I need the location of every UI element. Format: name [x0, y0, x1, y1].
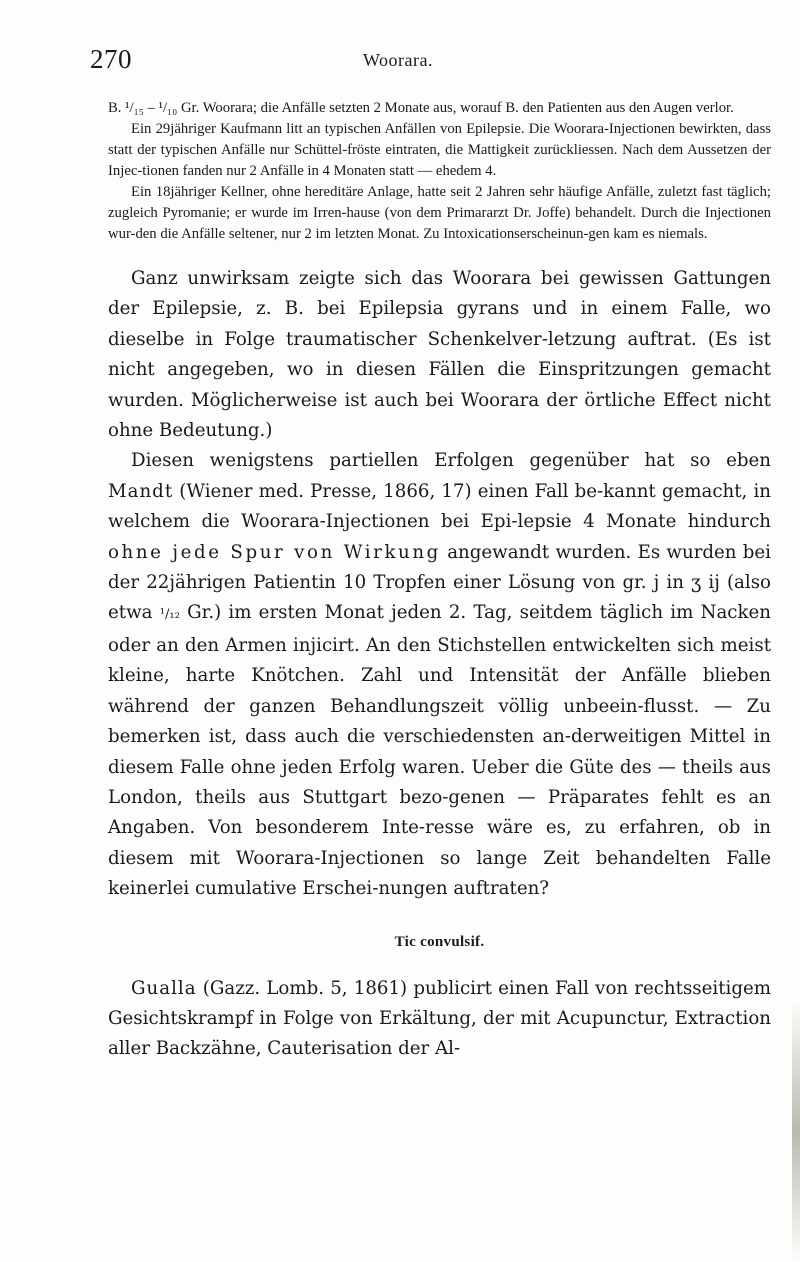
- author-gualla: Gualla: [131, 977, 197, 999]
- page-header: [0, 44, 800, 84]
- paragraph-mandt-part-b: (Wiener med. Presse, 1866, 17) einen Fall be-kannt gemacht, in welchem die Woorara-Injectionen bei Epi-lepsie 4 Monate hindurch: [108, 480, 771, 533]
- paragraph-mandt-part-a: Diesen wenigstens partiellen Erfolgen gegenüber hat so eben: [131, 450, 771, 472]
- paragraph-mandt-part-d: Gr.) im ersten Monat jeden 2. Tag, seitdem täglich im Nacken oder an den Armen injicirt. An den Stichstellen entwickelten sich meist kleine, harte Knötchen. Zahl und Intensität der Anfälle blieben während der ganzen Behandlungszeit völlig unbeein-flusst. — Zu bemerken ist, dass auch die verschiedensten an-derweitigen Mittel in diesem Falle ohne jeden Erfolg waren. Ueber die Güte des — theils aus London, theils aus Stuttgart bezo-genen — Präparates fehlt es an Angaben. Von besonderem Inte-resse wäre es, zu erfahren, ob in diesem mit Woorara-Injectionen so lange Zeit behandelten Falle keinerlei cumulative Erschei-nungen auftraten?: [108, 602, 771, 900]
- author-mandt: Mandt: [108, 480, 174, 502]
- body-text: [108, 98, 771, 1065]
- case-note-1: B. ¹/₁₅ – ¹/₁₀ Gr. Woorara; die Anfälle setzten 2 Monate aus, worauf B. den Patienten aus den Augen verlor.: [108, 100, 734, 116]
- paragraph-mandt: [108, 446, 771, 904]
- page-edge-shadow: [792, 1000, 800, 1262]
- case-note-2: Ein 29jähriger Kaufmann litt an typischen Anfällen von Epilepsie. Die Woorara-Injectionen bewirkten, dass statt der typischen Anfälle nur Schüttel-fröste eintraten, die Mattigkeit zurückliessen. Nach dem Aussetzen der Injec-tionen fanden nur 2 Anfälle in 4 Monaten statt — ehedem 4.: [108, 121, 771, 179]
- case-note-3: Ein 18jähriger Kellner, ohne hereditäre Anlage, hatte seit 2 Jahren sehr häufige Anfälle, zuletzt fast täglich; zugleich Pyromanie; er wurde im Irren-hause (von dem Primararzt Dr. Joffe) behandelt. Durch die Injectionen wur-den die Anfälle seltener, nur 2 im letzten Monat. Zu Intoxicationserscheinun-gen kam es niemals.: [108, 184, 771, 242]
- paragraph-gualla: [108, 974, 771, 1065]
- fraction-dose: ¹/₁₂: [159, 607, 180, 623]
- section-heading: Tic convulsif.: [394, 933, 485, 950]
- paragraph-ineffective: Ganz unwirksam zeigte sich das Woorara bei gewissen Gattungen der Epilepsie, z. B. bei Epilepsia gyrans und in einem Falle, wo dieselbe in Folge traumatischer Schenkelver-letzung auftrat. (Es ist nicht angegeben, wo in diesen Fällen die Einspritzungen gemacht wurden. Möglicherweise ist auch bei Woorara der örtliche Effect nicht ohne Bedeutung.): [108, 268, 771, 442]
- page-number: 270: [90, 44, 132, 74]
- paragraph-mandt-part-c: angewandt wurden. Es wurden bei der 22jährigen Patientin 10 Tropfen einer Lösung von gr. j in ʒ ij (also etwa: [108, 541, 771, 624]
- paragraph-gualla-rest: (Gazz. Lomb. 5, 1861) publicirt einen Fall von rechtsseitigem Gesichtskrampf in Folge von Erkältung, der mit Acupunctur, Extraction aller Backzähne, Cauterisation der Al-: [108, 977, 771, 1060]
- running-title: Woorara.: [363, 50, 434, 70]
- emphasis-no-effect: ohne jede Spur von Wirkung: [108, 541, 441, 563]
